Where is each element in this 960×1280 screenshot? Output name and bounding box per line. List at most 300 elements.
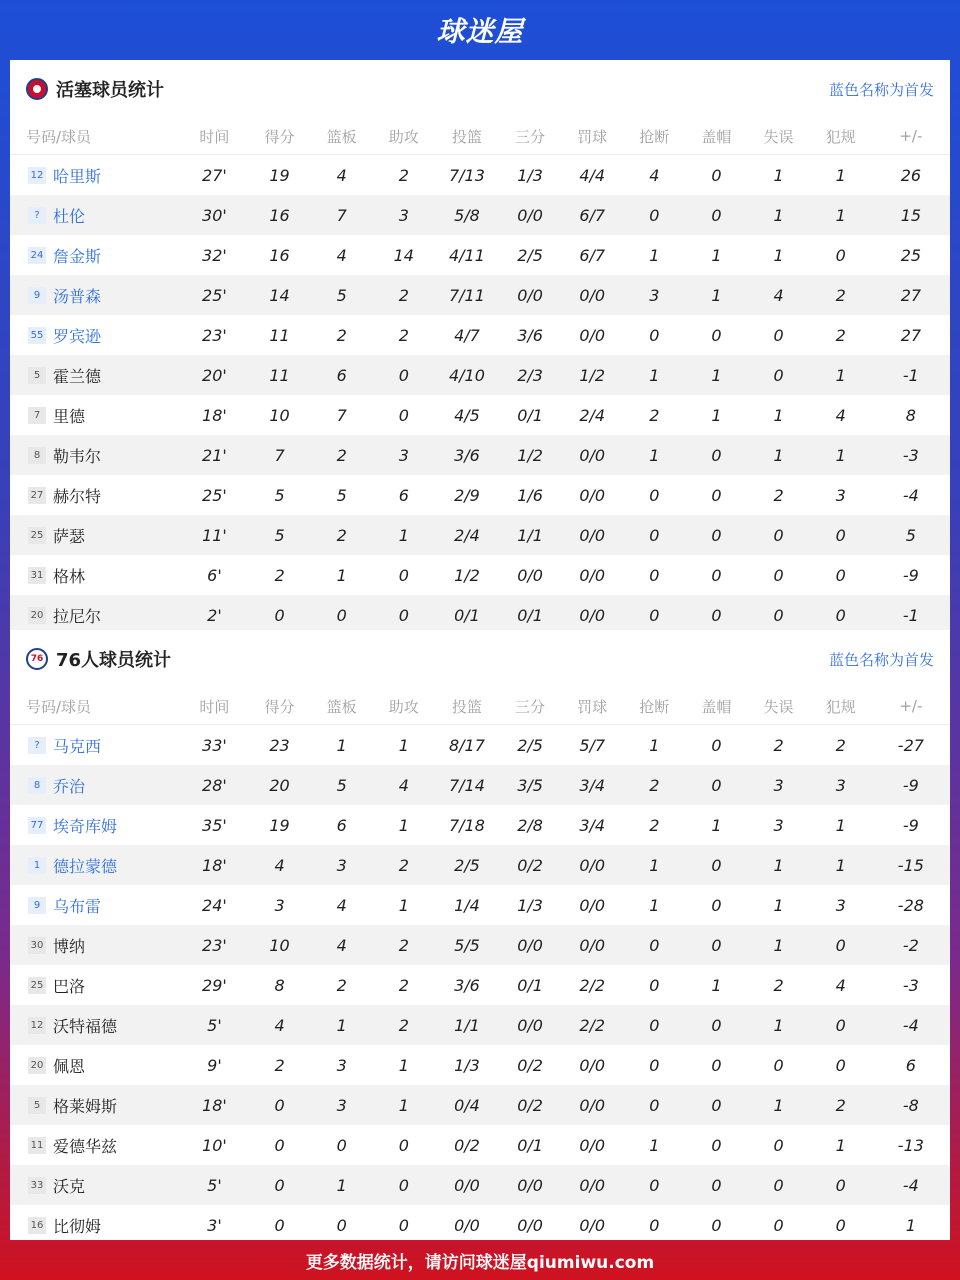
stat-three-pointers: 2/5 xyxy=(517,245,543,265)
player-cell xyxy=(10,395,180,435)
jersey-number-badge: 20 xyxy=(28,607,46,624)
stat-blocks: 0 xyxy=(711,1215,722,1235)
table-body xyxy=(10,725,950,1246)
stat-turnovers: 0 xyxy=(773,1055,784,1075)
stat-steals: 0 xyxy=(623,925,685,965)
player-row xyxy=(10,235,950,275)
stat-fouls: 4 xyxy=(835,405,846,425)
stat-plus-minus: -1 xyxy=(872,355,950,395)
stat-steals: 0 xyxy=(623,515,685,555)
stat-free-throws: 5/7 xyxy=(579,735,606,755)
stat-points: 10 xyxy=(269,405,290,425)
stat-plus-minus: 27 xyxy=(872,275,950,315)
jersey-number-badge: 25 xyxy=(28,527,46,544)
player-name[interactable]: 德拉蒙德 xyxy=(53,856,118,876)
stat-blocks: 1 xyxy=(685,275,747,315)
stat-blocks: 0 xyxy=(711,1055,722,1075)
stat-field-goals: 2/5 xyxy=(435,845,499,885)
stat-plus-minus: -28 xyxy=(897,895,924,915)
stat-free-throws: 0/0 xyxy=(579,485,606,505)
stat-three-pointers: 1/2 xyxy=(499,435,561,475)
starter-note: 蓝色名称为首发 xyxy=(828,650,934,669)
stat-steals: 1 xyxy=(649,895,660,915)
stat-turnovers: 1 xyxy=(773,405,784,425)
stat-fouls: 2 xyxy=(835,325,846,345)
stat-blocks: 0 xyxy=(685,435,747,475)
stat-three-pointers: 2/5 xyxy=(517,735,543,755)
stat-free-throws: 0/0 xyxy=(561,1165,623,1205)
player-cell xyxy=(10,1125,180,1165)
player-row xyxy=(10,275,950,315)
stat-minutes: 2' xyxy=(180,595,248,635)
stat-free-throws: 0/0 xyxy=(579,325,606,345)
stat-rebounds: 1 xyxy=(311,1005,373,1045)
stat-minutes: 18' xyxy=(180,1085,248,1125)
stat-rebounds: 2 xyxy=(336,325,347,345)
stat-assists: 1 xyxy=(398,1055,409,1075)
player-row xyxy=(10,595,950,635)
stat-three-pointers: 3/5 xyxy=(499,765,561,805)
stat-fouls: 1 xyxy=(835,165,846,185)
stat-turnovers: 1 xyxy=(748,195,810,235)
player-cell xyxy=(10,155,180,196)
player-cell xyxy=(10,555,180,595)
stat-fouls: 0 xyxy=(810,1165,872,1205)
player-name[interactable]: 比彻姆 xyxy=(53,1216,102,1236)
stat-rebounds: 5 xyxy=(311,275,373,315)
jersey-number-badge: 55 xyxy=(28,327,46,344)
stat-plus-minus: -2 xyxy=(872,925,950,965)
stat-field-goals: 5/5 xyxy=(435,925,499,965)
player-name[interactable]: 哈里斯 xyxy=(53,166,102,186)
stat-plus-minus: -27 xyxy=(897,735,924,755)
stat-rebounds: 2 xyxy=(311,435,373,475)
stat-assists: 2 xyxy=(373,275,435,315)
stat-free-throws: 2/2 xyxy=(579,975,606,995)
jersey-number-badge: 11 xyxy=(28,1137,46,1154)
player-name[interactable]: 杜伦 xyxy=(53,206,86,226)
player-cell xyxy=(10,1045,180,1085)
stat-steals: 4 xyxy=(649,165,660,185)
stat-fouls: 0 xyxy=(835,1055,846,1075)
player-row xyxy=(10,725,950,766)
stat-assists: 1 xyxy=(373,515,435,555)
stat-turnovers: 3 xyxy=(748,765,810,805)
stat-blocks: 1 xyxy=(711,815,722,835)
stat-turnovers: 2 xyxy=(773,735,784,755)
stat-blocks: 0 xyxy=(685,1165,747,1205)
stat-fouls: 1 xyxy=(810,195,872,235)
stat-plus-minus: -3 xyxy=(902,975,919,995)
stat-steals: 2 xyxy=(623,765,685,805)
stat-field-goals: 0/4 xyxy=(435,1085,499,1125)
column-header: 号码/球员 xyxy=(10,118,180,155)
stat-turnovers: 0 xyxy=(748,355,810,395)
player-name[interactable]: 爱德华兹 xyxy=(53,1136,118,1156)
stat-blocks: 0 xyxy=(685,515,747,555)
stat-free-throws: 0/0 xyxy=(579,1055,606,1075)
stat-fouls: 1 xyxy=(810,845,872,885)
stat-three-pointers: 1/1 xyxy=(499,515,561,555)
stat-points: 23 xyxy=(269,735,290,755)
stat-turnovers: 2 xyxy=(773,975,784,995)
section-header xyxy=(10,60,950,118)
pistons-logo-icon xyxy=(26,78,48,100)
footer-link[interactable]: 更多数据统计，请访问球迷屋qiumiwu.com xyxy=(305,1252,655,1273)
stat-turnovers: 0 xyxy=(773,1215,784,1235)
player-row xyxy=(10,435,950,475)
stat-fouls: 0 xyxy=(810,1005,872,1045)
player-name[interactable]: 沃特福德 xyxy=(53,1016,118,1036)
stat-rebounds: 0 xyxy=(336,1135,347,1155)
stat-rebounds: 4 xyxy=(336,165,347,185)
column-header: 盖帽 xyxy=(685,118,747,155)
stat-points: 19 xyxy=(269,815,290,835)
player-name[interactable]: 勒韦尔 xyxy=(53,446,102,466)
stat-steals: 0 xyxy=(649,485,660,505)
player-row xyxy=(10,515,950,555)
stat-fouls: 0 xyxy=(810,515,872,555)
stat-fouls: 4 xyxy=(835,975,846,995)
player-row xyxy=(10,1125,950,1165)
stat-rebounds: 4 xyxy=(311,925,373,965)
stat-plus-minus: 1 xyxy=(905,1215,916,1235)
player-cell xyxy=(10,845,180,885)
stat-free-throws: 3/4 xyxy=(561,765,623,805)
jersey-number-badge: 7 xyxy=(28,407,46,424)
player-cell xyxy=(10,475,180,515)
player-name[interactable]: 里德 xyxy=(53,406,86,426)
stat-blocks: 1 xyxy=(711,975,722,995)
player-cell xyxy=(10,1205,180,1245)
stat-assists: 0 xyxy=(373,595,435,635)
stat-points: 0 xyxy=(249,1165,311,1205)
stat-plus-minus: -4 xyxy=(902,485,919,505)
player-name[interactable]: 乌布雷 xyxy=(53,896,102,916)
stat-assists: 0 xyxy=(398,1215,409,1235)
player-name[interactable]: 沃克 xyxy=(53,1176,86,1196)
stat-blocks: 0 xyxy=(685,925,747,965)
stat-minutes: 20' xyxy=(180,355,248,395)
stat-turnovers: 1 xyxy=(748,1085,810,1125)
stat-steals: 0 xyxy=(649,565,660,585)
stat-steals: 0 xyxy=(623,1085,685,1125)
jersey-number-badge: 30 xyxy=(28,937,46,954)
stat-rebounds: 6 xyxy=(311,355,373,395)
stat-fouls: 0 xyxy=(810,595,872,635)
brand-logo: 球迷屋 xyxy=(436,15,524,48)
column-header: 助攻 xyxy=(373,688,435,725)
stat-fouls: 0 xyxy=(835,245,846,265)
stat-turnovers: 1 xyxy=(748,845,810,885)
stat-steals: 0 xyxy=(649,1055,660,1075)
stat-plus-minus: 15 xyxy=(872,195,950,235)
player-name[interactable]: 乔治 xyxy=(53,776,86,796)
stat-turnovers: 1 xyxy=(773,895,784,915)
stat-points: 3 xyxy=(274,895,285,915)
stat-blocks: 1 xyxy=(711,245,722,265)
stat-minutes: 5' xyxy=(180,1005,248,1045)
player-cell xyxy=(10,195,180,235)
stat-three-pointers: 0/1 xyxy=(517,975,543,995)
stat-points: 8 xyxy=(274,975,285,995)
stat-minutes: 27' xyxy=(202,165,227,185)
stat-minutes: 6' xyxy=(207,565,222,585)
player-cell xyxy=(10,435,180,475)
column-header: 罚球 xyxy=(561,688,623,725)
stat-minutes: 25' xyxy=(202,485,227,505)
player-cell xyxy=(10,1165,180,1205)
stat-free-throws: 2/4 xyxy=(579,405,606,425)
stat-points: 19 xyxy=(269,165,290,185)
stat-free-throws: 0/0 xyxy=(579,1135,606,1155)
stat-field-goals: 0/0 xyxy=(435,1165,499,1205)
stat-field-goals: 3/6 xyxy=(454,975,480,995)
player-cell xyxy=(10,595,180,635)
stat-rebounds: 5 xyxy=(311,765,373,805)
stat-steals: 0 xyxy=(649,975,660,995)
player-cell xyxy=(10,1085,180,1125)
column-header: 盖帽 xyxy=(685,688,747,725)
stat-blocks: 0 xyxy=(711,485,722,505)
stat-blocks: 0 xyxy=(711,735,722,755)
jersey-number-badge: 20 xyxy=(28,1057,46,1074)
stat-minutes: 28' xyxy=(180,765,248,805)
column-header: 罚球 xyxy=(561,118,623,155)
stat-plus-minus: 25 xyxy=(900,245,922,265)
jersey-number-badge: 33 xyxy=(28,1177,46,1194)
stat-steals: 0 xyxy=(623,1165,685,1205)
stat-points: 2 xyxy=(274,1055,285,1075)
stat-field-goals: 1/2 xyxy=(454,565,480,585)
player-row xyxy=(10,925,950,965)
player-name[interactable]: 萨瑟 xyxy=(53,526,86,546)
stat-field-goals: 7/11 xyxy=(435,275,499,315)
stat-rebounds: 7 xyxy=(336,405,347,425)
stat-points: 0 xyxy=(249,595,311,635)
stat-assists: 4 xyxy=(373,765,435,805)
stat-steals: 1 xyxy=(649,735,660,755)
stat-minutes: 23' xyxy=(202,325,227,345)
stat-assists: 3 xyxy=(373,435,435,475)
stat-blocks: 0 xyxy=(711,565,722,585)
stat-turnovers: 3 xyxy=(773,815,784,835)
stat-minutes: 11' xyxy=(180,515,248,555)
stat-points: 11 xyxy=(249,355,311,395)
stat-plus-minus: -13 xyxy=(897,1135,924,1155)
stat-free-throws: 3/4 xyxy=(579,815,606,835)
stat-rebounds: 0 xyxy=(336,1215,347,1235)
stat-fouls: 1 xyxy=(835,1135,846,1155)
column-header: +/- xyxy=(872,118,950,155)
stat-rebounds: 0 xyxy=(311,595,373,635)
stat-free-throws: 0/0 xyxy=(561,1085,623,1125)
player-name[interactable]: 格林 xyxy=(53,566,86,586)
stat-steals: 2 xyxy=(649,815,660,835)
stat-rebounds: 1 xyxy=(336,735,347,755)
stat-field-goals: 0/2 xyxy=(454,1135,480,1155)
stat-minutes: 5' xyxy=(180,1165,248,1205)
player-name[interactable]: 霍兰德 xyxy=(53,366,102,386)
stat-points: 11 xyxy=(269,325,290,345)
stat-fouls: 3 xyxy=(835,895,846,915)
player-row xyxy=(10,1205,950,1245)
stats-table xyxy=(10,688,950,1245)
stat-assists: 3 xyxy=(373,195,435,235)
stat-minutes: 23' xyxy=(180,925,248,965)
player-name[interactable]: 格莱姆斯 xyxy=(53,1096,118,1116)
player-name[interactable]: 詹金斯 xyxy=(53,246,102,266)
player-name[interactable]: 埃奇库姆 xyxy=(53,816,118,836)
column-header: +/- xyxy=(872,688,950,725)
stat-plus-minus: -15 xyxy=(872,845,950,885)
stat-points: 5 xyxy=(274,485,285,505)
player-name[interactable]: 拉尼尔 xyxy=(53,606,102,626)
stat-blocks: 1 xyxy=(685,355,747,395)
stat-plus-minus: 27 xyxy=(900,325,922,345)
player-cell xyxy=(10,1005,180,1045)
column-header: 投篮 xyxy=(435,118,499,155)
stat-assists: 14 xyxy=(393,245,414,265)
section-header xyxy=(10,630,950,688)
player-row xyxy=(10,355,950,395)
player-name[interactable]: 马克西 xyxy=(53,736,102,756)
stat-points: 16 xyxy=(249,195,311,235)
stat-field-goals: 7/18 xyxy=(448,815,485,835)
jersey-number-badge: 8 xyxy=(28,777,46,794)
stat-steals: 0 xyxy=(649,1215,660,1235)
stat-minutes: 21' xyxy=(180,435,248,475)
stat-points: 5 xyxy=(249,515,311,555)
stat-steals: 0 xyxy=(623,1005,685,1045)
stat-rebounds: 4 xyxy=(336,245,347,265)
stat-blocks: 1 xyxy=(711,405,722,425)
stat-points: 0 xyxy=(274,1135,285,1155)
stat-turnovers: 0 xyxy=(748,1165,810,1205)
stat-assists: 6 xyxy=(398,485,409,505)
player-name[interactable]: 赫尔特 xyxy=(53,486,102,506)
player-name[interactable]: 巴洛 xyxy=(53,976,86,996)
player-row xyxy=(10,1085,950,1125)
stat-assists: 2 xyxy=(398,325,409,345)
stat-three-pointers: 0/0 xyxy=(517,565,543,585)
stat-steals: 2 xyxy=(649,405,660,425)
jersey-number-badge: 12 xyxy=(28,167,46,184)
section-title: 活塞球员统计 xyxy=(56,80,164,101)
stat-steals: 1 xyxy=(623,845,685,885)
jersey-number-badge: 24 xyxy=(28,247,46,264)
stat-free-throws: 0/0 xyxy=(579,1215,606,1235)
stat-field-goals: 1/1 xyxy=(435,1005,499,1045)
stat-fouls: 0 xyxy=(835,565,846,585)
stat-minutes: 10' xyxy=(202,1135,227,1155)
stat-turnovers: 0 xyxy=(748,595,810,635)
player-name[interactable]: 汤普森 xyxy=(53,286,102,306)
stat-blocks: 0 xyxy=(685,1005,747,1045)
stat-field-goals: 4/10 xyxy=(435,355,499,395)
stat-blocks: 0 xyxy=(711,325,722,345)
stat-three-pointers: 0/0 xyxy=(517,1215,543,1235)
stat-minutes: 33' xyxy=(202,735,227,755)
stat-steals: 1 xyxy=(623,435,685,475)
stat-assists: 1 xyxy=(373,1085,435,1125)
player-name[interactable]: 佩恩 xyxy=(53,1056,86,1076)
column-header: 号码/球员 xyxy=(10,688,180,725)
stat-three-pointers: 0/1 xyxy=(499,595,561,635)
stat-field-goals: 4/5 xyxy=(454,405,480,425)
stat-field-goals: 1/3 xyxy=(454,1055,480,1075)
stat-blocks: 0 xyxy=(685,195,747,235)
jersey-number-badge: 9 xyxy=(28,897,46,914)
player-row xyxy=(10,1165,950,1205)
player-row xyxy=(10,965,950,1005)
column-header: 抢断 xyxy=(623,118,685,155)
stat-three-pointers: 0/1 xyxy=(517,1135,543,1155)
player-row xyxy=(10,555,950,595)
section-title: 76人球员统计 xyxy=(56,650,172,671)
stat-plus-minus: -4 xyxy=(872,1165,950,1205)
stat-points: 16 xyxy=(269,245,290,265)
jersey-number-badge: 31 xyxy=(28,567,46,584)
jersey-number-badge: 12 xyxy=(28,1017,46,1034)
stat-rebounds: 1 xyxy=(311,1165,373,1205)
player-row xyxy=(10,1005,950,1045)
stat-turnovers: 0 xyxy=(773,325,784,345)
stat-three-pointers: 0/0 xyxy=(499,195,561,235)
stat-fouls: 2 xyxy=(835,735,846,755)
stat-free-throws: 1/2 xyxy=(561,355,623,395)
stat-blocks: 0 xyxy=(685,765,747,805)
stat-minutes: 9' xyxy=(207,1055,222,1075)
player-cell xyxy=(10,885,180,925)
stat-field-goals: 8/17 xyxy=(448,735,485,755)
stat-rebounds: 5 xyxy=(336,485,347,505)
stat-fouls: 0 xyxy=(835,1215,846,1235)
jersey-number-badge: 9 xyxy=(28,287,46,304)
stat-three-pointers: 0/1 xyxy=(517,405,543,425)
stat-rebounds: 2 xyxy=(336,975,347,995)
player-cell xyxy=(10,765,180,805)
player-name[interactable]: 罗宾逊 xyxy=(53,326,102,346)
stat-fouls: 1 xyxy=(810,355,872,395)
player-name[interactable]: 博纳 xyxy=(53,936,86,956)
player-cell xyxy=(10,315,180,355)
stat-field-goals: 2/4 xyxy=(435,515,499,555)
jersey-number-badge: ? xyxy=(28,737,46,754)
stat-fouls: 1 xyxy=(810,435,872,475)
player-cell xyxy=(10,925,180,965)
stat-assists: 2 xyxy=(398,975,409,995)
player-cell xyxy=(10,805,180,845)
stat-turnovers: 2 xyxy=(773,485,784,505)
stat-minutes: 24' xyxy=(202,895,227,915)
stat-points: 10 xyxy=(249,925,311,965)
stat-plus-minus: 26 xyxy=(900,165,922,185)
stat-assists: 1 xyxy=(398,735,409,755)
stat-plus-minus: -8 xyxy=(872,1085,950,1125)
column-header: 三分 xyxy=(499,118,561,155)
stat-steals: 0 xyxy=(649,325,660,345)
jersey-number-badge: 5 xyxy=(28,1097,46,1114)
player-cell xyxy=(10,965,180,1005)
jersey-number-badge: 27 xyxy=(28,487,46,504)
stat-fouls: 3 xyxy=(835,485,846,505)
player-cell xyxy=(10,275,180,315)
stat-free-throws: 0/0 xyxy=(561,595,623,635)
stat-free-throws: 0/0 xyxy=(579,895,606,915)
player-row xyxy=(10,845,950,885)
stat-fouls: 0 xyxy=(810,925,872,965)
